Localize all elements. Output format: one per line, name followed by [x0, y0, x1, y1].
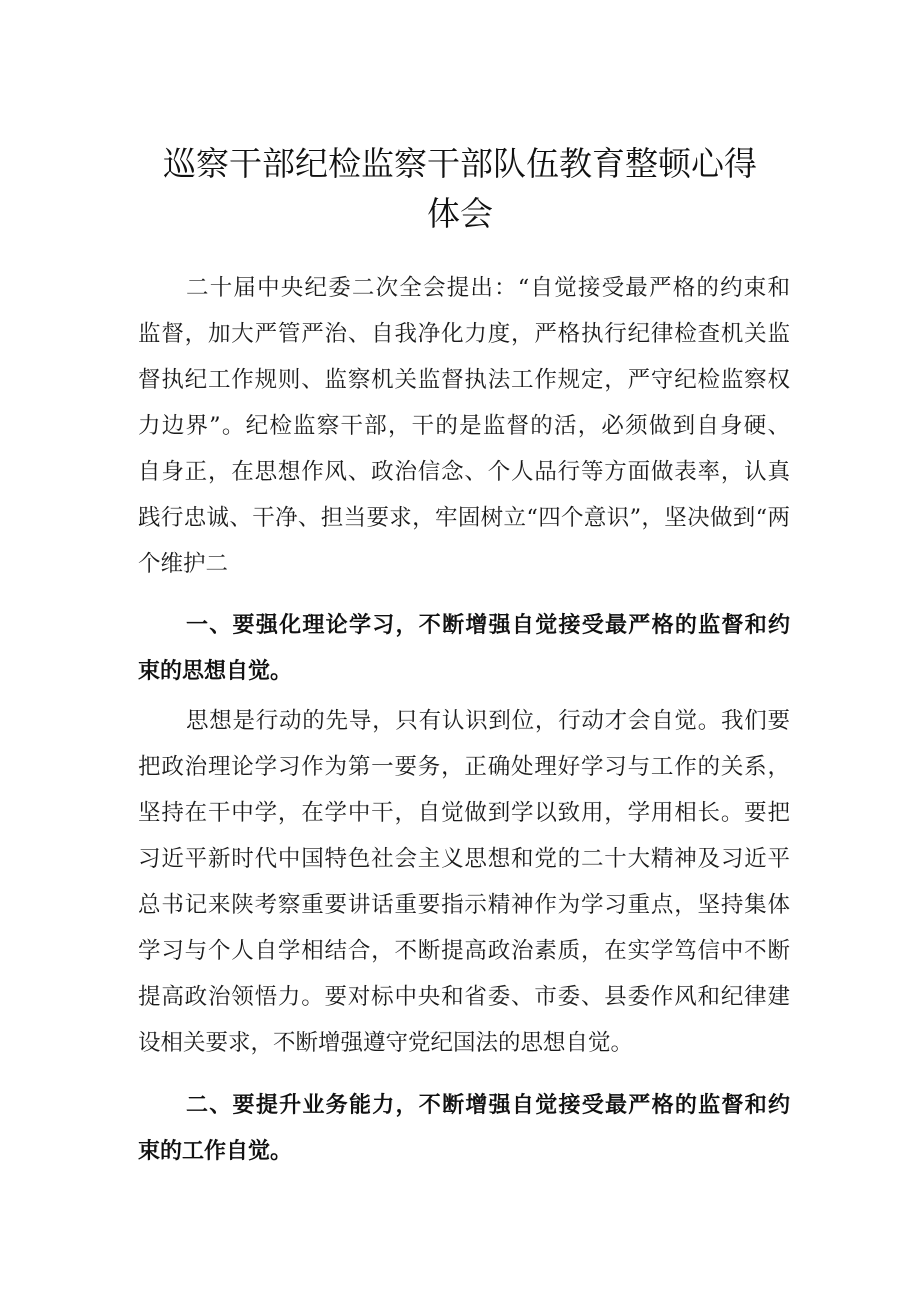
section-1-paragraph-line: 思想是行动的先导，只有认识到位，行动才会自觉。我们要	[186, 708, 790, 734]
intro-paragraph-line: 践行忠诚、干净、担当要求，牢固树立“四个意识”，坚决做到“两	[138, 505, 790, 531]
intro-paragraph-line: 力边界”。纪检监察干部，干的是监督的活，必须做到自身硬、	[138, 413, 790, 439]
document-title-line-1: 巡察干部纪检监察干部队伍教育整顿心得	[163, 144, 757, 183]
section-1-paragraph-line: 提高政治领悟力。要对标中央和省委、市委、县委作风和纪律建	[138, 984, 790, 1010]
section-1-paragraph-line: 总书记来陕考察重要讲话重要指示精神作为学习重点，坚持集体	[138, 892, 790, 918]
section-1-heading: 一、要强化理论学习，不断增强自觉接受最严格的监督和约	[186, 613, 790, 638]
section-1-paragraph-line: 设相关要求，不断增强遵守党纪国法的思想自觉。	[138, 1030, 634, 1056]
section-2-heading: 束的工作自觉。	[138, 1139, 293, 1164]
section-1-paragraph-line: 学习与个人自学相结合，不断提高政治素质，在实学笃信中不断	[138, 938, 790, 964]
intro-paragraph-line: 个维护二	[138, 551, 229, 577]
intro-paragraph-line: 二十届中央纪委二次全会提出：“自觉接受最严格的约束和	[186, 275, 790, 301]
section-1-heading: 束的思想自觉。	[138, 659, 293, 684]
document-title-line-2: 体会	[427, 194, 493, 233]
section-1-paragraph-line: 习近平新时代中国特色社会主义思想和党的二十大精神及习近平	[138, 846, 790, 872]
intro-paragraph-line: 监督，加大严管严治、自我净化力度，严格执行纪律检查机关监	[138, 321, 790, 347]
intro-paragraph-line: 自身正，在思想作风、政治信念、个人品行等方面做表率，认真	[138, 459, 790, 485]
section-2-heading: 二、要提升业务能力，不断增强自觉接受最严格的监督和约	[186, 1093, 790, 1118]
section-1-paragraph-line: 把政治理论学习作为第一要务，正确处理好学习与工作的关系，	[138, 754, 790, 780]
intro-paragraph-line: 督执纪工作规则、监察机关监督执法工作规定，严守纪检监察权	[138, 367, 790, 393]
section-1-paragraph-line: 坚持在干中学，在学中干，自觉做到学以致用，学用相长。要把	[138, 800, 790, 826]
